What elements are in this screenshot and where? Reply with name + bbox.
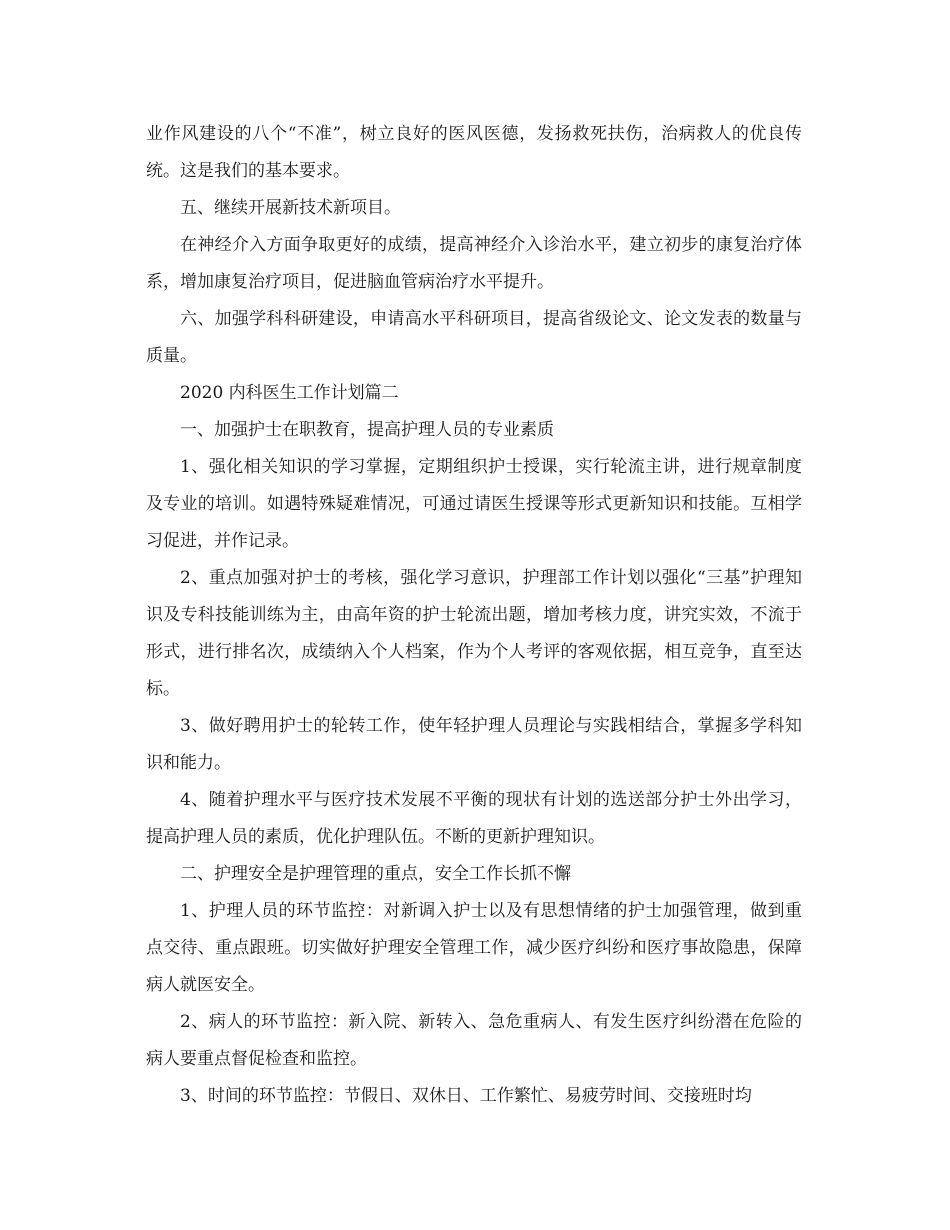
section-heading-nursing-safety: 二、护理安全是护理管理的重点，安全工作长抓不懈 (180, 864, 571, 884)
paragraph-neuro-intervention: 在神经介入方面争取更好的成绩，提高神经介入诊治水平，建立初步的康复治疗体系，增加康复治疗项目，促进脑血管病治疗水平提升。 (146, 235, 802, 292)
paragraph-item-2-assessment: 2、重点加强对护士的考核，强化学习意识，护理部工作计划以强化“三基”护理知识及专科技能训练为主，由高年资的护士轮流出题，增加考核力度，讲究实效，不流于形式，进行排名次，成绩纳入个人档案，作为个人考评的客观依据，相互竞争，直至达标。 (146, 568, 802, 699)
section-heading-nurse-education: 一、加强护士在职教育，提高护理人员的专业素质 (180, 420, 554, 440)
paragraph-item-3-rotation: 3、做好聘用护士的轮转工作，使年轻护理人员理论与实践相结合，掌握多学科知识和能力。 (146, 716, 802, 773)
section-heading-research: 六、加强学科科研建设，申请高水平科研项目，提高省级论文、论文发表的数量与质量。 (146, 309, 802, 366)
paragraph-item-1-staff-monitoring: 1、护理人员的环节监控：对新调入护士以及有思想情绪的护士加强管理，做到重点交待、重点跟班。切实做好护理安全管理工作，减少医疗纠纷和医疗事故隐患，保障病人就医安全。 (146, 901, 802, 995)
section-heading-new-technology: 五、继续开展新技术新项目。 (180, 198, 401, 218)
paragraph-item-2-patient-monitoring: 2、病人的环节监控：新入院、新转入、急危重病人、有发生医疗纠纷潜在危险的病人要重点督促检查和监控。 (146, 1012, 802, 1069)
paragraph-continuation: 业作风建设的八个“不准”，树立良好的医风医德，发扬救死扶伤，治病救人的优良传统。这是我们的基本要求。 (146, 124, 802, 181)
paragraph-item-4-external-study: 4、随着护理水平与医疗技术发展不平衡的现状有计划的选送部分护士外出学习，提高护理人员的素质，优化护理队伍。不断的更新护理知识。 (146, 790, 802, 847)
paragraph-item-1-training: 1、强化相关知识的学习掌握，定期组织护士授课，实行轮流主讲，进行规章制度及专业的培训。如遇特殊疑难情况，可通过请医生授课等形式更新知识和技能。互相学习促进，并作记录。 (146, 457, 802, 551)
paragraph-item-3-time-monitoring: 3、时间的环节监控：节假日、双休日、工作繁忙、易疲劳时间、交接班时均 (180, 1086, 752, 1106)
document-body (146, 116, 802, 1115)
document-subtitle: 2020 内科医生工作计划篇二 (180, 383, 399, 403)
